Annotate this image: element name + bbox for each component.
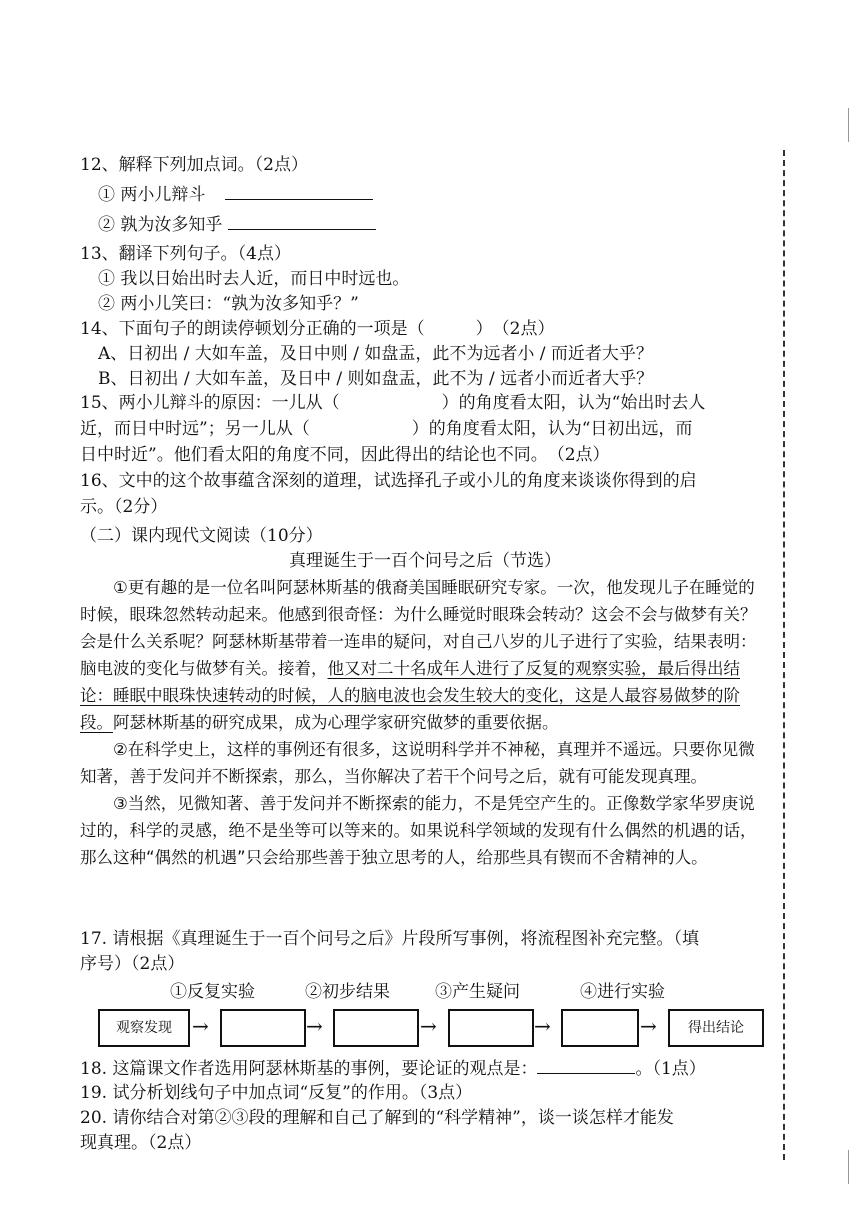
flowchart bbox=[98, 1009, 768, 1047]
passage-body bbox=[80, 574, 770, 871]
passage-paragraph-1: ①更有趣的是一位名叫阿瑟林斯基的俄裔美国睡眠研究专家。一次，他发现儿子在睡觉的时候，眼珠忽然转动起来。他感到很奇怪：为什么睡觉时眼珠会转动？这会不会与做梦有关？会是什么关系呢？阿瑟林斯基带着一连串的疑问，对自己八岁的儿子进行了实验，结果表明：脑电波的变化与做梦有关。接着，他又对二十名成年人进行了反复的观察实验，最后得出结论：睡眠中眼珠快速转动的时候，人的脑电波也会发生较大的变化，这是人最容易做梦的阶段。阿瑟林斯基的研究成果，成为心理学家研究做梦的重要依据。 bbox=[80, 578, 757, 732]
margin-mark bbox=[848, 108, 857, 142]
passage-title: 真理诞生于一百个问号之后（节选） bbox=[289, 551, 561, 571]
q13-item-2: ② 两小儿笑曰：“孰为汝多知乎？” bbox=[98, 294, 359, 314]
q17-line-1: 17. 请根据《真理诞生于一百个问号之后》片段所写事例，将流程图补充完整。（填 bbox=[80, 929, 699, 949]
flow-blank-box-3[interactable] bbox=[448, 1009, 534, 1047]
q20-line-1: 20. 请你结合对第②③段的理解和自己了解到的“科学精神”，谈一谈怎样才能发 bbox=[80, 1108, 674, 1128]
margin-mark bbox=[848, 1150, 857, 1184]
q13-stem: 13、翻译下列句子。（4点） bbox=[80, 244, 291, 264]
section-heading: （二）课内现代文阅读（10分） bbox=[80, 526, 323, 546]
flow-option-3: ③产生疑问 bbox=[435, 982, 520, 1002]
flow-arrow: → bbox=[640, 1014, 657, 1038]
q15-line-1: 15、两小儿辩斗的原因：一儿从（ ）的角度看太阳，认为“始出时去人 bbox=[80, 393, 706, 413]
q16-line-1: 16、文中的这个故事蕴含深刻的道理，试选择孔子或小儿的角度来谈谈你得到的启 bbox=[80, 471, 697, 491]
passage-paragraph-2: ②在科学史上，这样的事例还有很多，这说明科学并不神秘，真理并不遥远。只要你见微知著，善于发问并不断探索，那么，当你解决了若干个问号之后，就有可能发现真理。 bbox=[80, 740, 755, 786]
flow-arrow: → bbox=[306, 1014, 323, 1038]
q15-line-2: 近，而日中时远”；另一儿从（ ）的角度看太阳，认为“日初出远，而 bbox=[80, 419, 693, 439]
flow-option-4: ④进行实验 bbox=[580, 982, 665, 1002]
flow-blank-box-2[interactable] bbox=[333, 1009, 419, 1047]
flow-blank-box-1[interactable] bbox=[220, 1009, 306, 1047]
q17-line-2: 序号）（2点） bbox=[80, 954, 185, 974]
flow-arrow: → bbox=[420, 1014, 437, 1038]
underlined-sentence: 他又对二十名成年人进行了反复的观察实验，最后得出结论：睡眠中眼珠快速转动的时候，人的脑电波也会发生较大的变化，这是人最容易做梦的阶段。 bbox=[80, 659, 740, 732]
flow-option-1: ①反复实验 bbox=[170, 982, 255, 1002]
answer-blank[interactable] bbox=[537, 1055, 635, 1074]
flow-arrow: → bbox=[534, 1014, 551, 1038]
q12-item-1: ① 两小儿辩斗 bbox=[98, 181, 788, 208]
answer-blank[interactable] bbox=[228, 211, 376, 230]
flow-start-box: 观察发现 bbox=[98, 1009, 190, 1047]
flow-end-box: 得出结论 bbox=[668, 1009, 764, 1047]
q20-line-2: 现真理。（2点） bbox=[80, 1133, 202, 1153]
passage-paragraph-3: ③当然，见微知著、善于发问并不断探索的能力，不是凭空产生的。正像数学家华罗庚说过的，科学的灵感，绝不是坐等可以等来的。如果说科学领域的发现有什么偶然的机遇的话，那么这种“偶然的机遇”只会给那些善于独立思考的人，给那些具有锲而不舍精神的人。 bbox=[80, 794, 757, 867]
flow-arrow: → bbox=[192, 1014, 209, 1038]
q12-stem: 12、解释下列加点词。（2点） bbox=[80, 155, 308, 175]
q14-option-b: B、日初出 / 大如车盖，及日中 / 则如盘盂，此不为 / 远者小而近者大乎？ bbox=[98, 369, 654, 389]
q19-stem: 19. 试分析划线句子中加点词“反复”的作用。（3点） bbox=[80, 1083, 473, 1103]
flow-blank-box-4[interactable] bbox=[561, 1009, 639, 1047]
flow-option-2: ②初步结果 bbox=[305, 982, 390, 1002]
q14-stem: 14、下面句子的朗读停顿划分正确的一项是（ ） （2点） bbox=[80, 319, 555, 339]
q13-item-1: ① 我以日始出时去人近，而日中时远也。 bbox=[98, 269, 410, 289]
q15-line-3: 日中时近”。他们看太阳的角度不同，因此得出的结论也不同。 （2点） bbox=[80, 445, 610, 465]
q12-item-2: ② 孰为汝多知乎 bbox=[98, 211, 788, 238]
q18-line: 18. 这篇课文作者选用阿瑟林斯基的事例，要论证的观点是： 。（1点） bbox=[80, 1055, 770, 1082]
answer-blank[interactable] bbox=[225, 181, 373, 200]
q16-line-2: 示。（2分） bbox=[80, 497, 168, 517]
q14-option-a: A、日初出 / 大如车盖，及日中则 / 如盘盂，此不为远者小 / 而近者大乎？ bbox=[98, 344, 653, 364]
